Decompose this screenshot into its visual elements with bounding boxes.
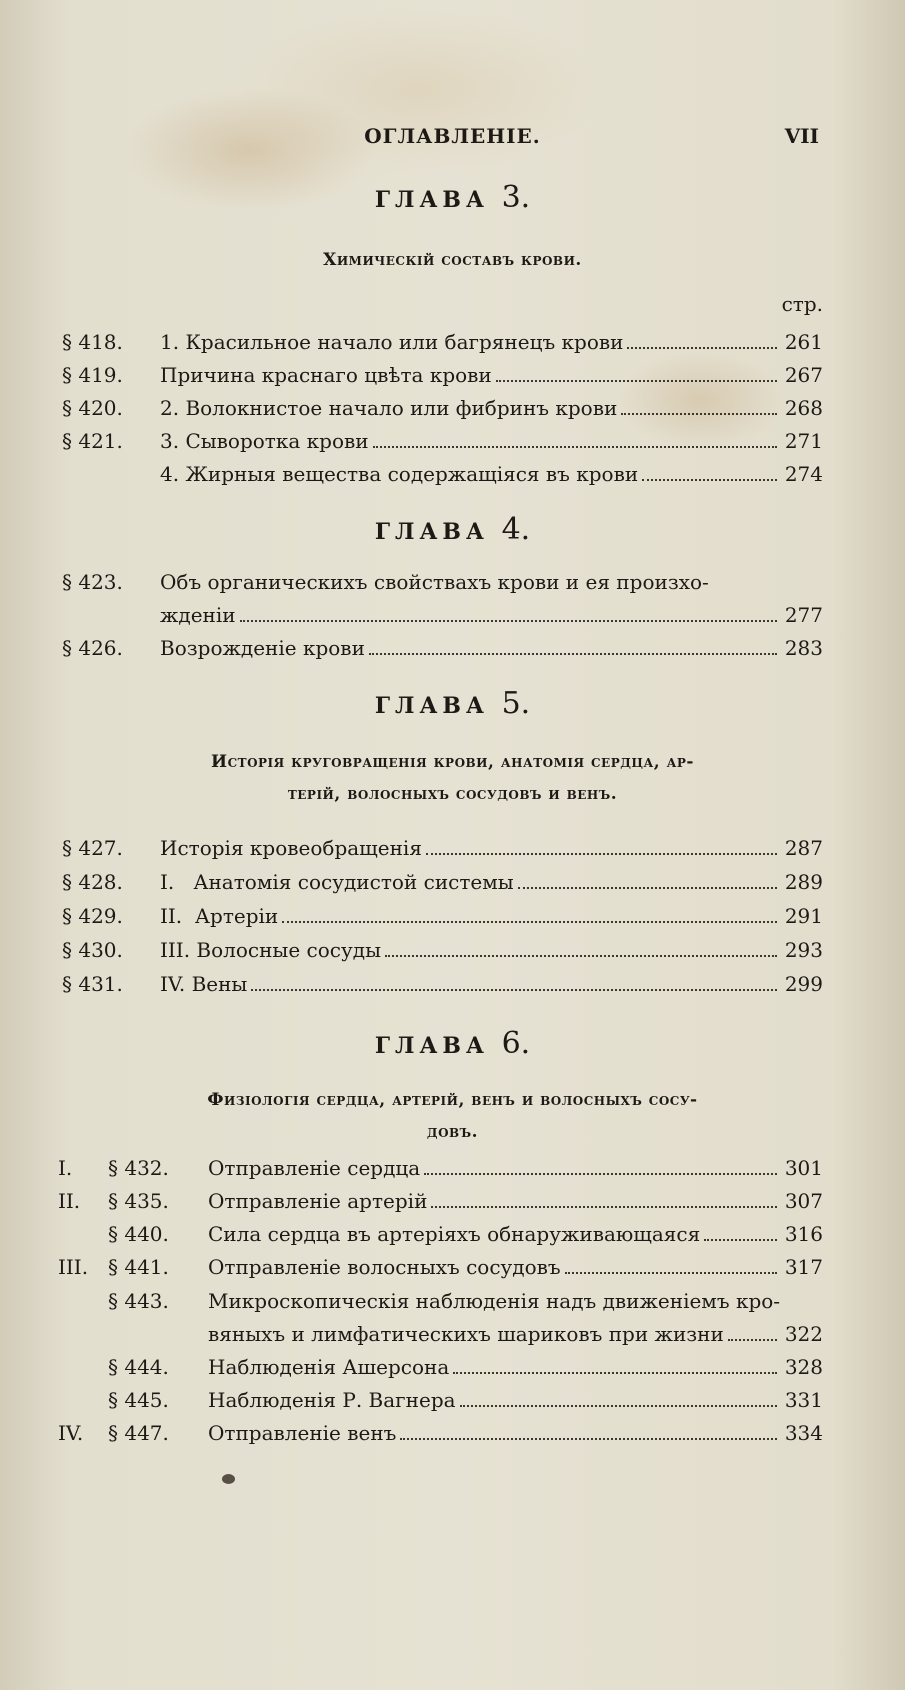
page-number: 301 xyxy=(784,1156,823,1180)
section-number: § 440. xyxy=(108,1222,169,1246)
page-number: 328 xyxy=(784,1355,823,1379)
entry-title: III. Волосные сосуды xyxy=(160,938,381,962)
page-number: 289 xyxy=(784,870,823,894)
chapter-3-subtitle: Химическій составъ крови. xyxy=(323,250,582,270)
page-number: 334 xyxy=(784,1421,823,1445)
toc-row xyxy=(58,1289,823,1313)
toc-row xyxy=(62,938,823,962)
page-number: 293 xyxy=(784,938,823,962)
entry-title: 1. Красильное начало или багрянецъ крови xyxy=(160,330,624,354)
part-roman: III. xyxy=(58,1255,89,1279)
toc-row xyxy=(62,330,823,354)
entry-title: Отправленіе артерій xyxy=(208,1189,428,1213)
entry-title: 2. Волокнистое начало или фибринъ крови xyxy=(160,396,618,420)
page-header-title: ОГЛАВЛЕНІЕ. xyxy=(364,124,541,148)
chapter-6-subtitle-line-1: Физіологія сердца, артерій, венъ и волосныхъ сосу- xyxy=(207,1090,698,1110)
page-number: 274 xyxy=(784,462,823,486)
section-number: § 431. xyxy=(62,972,123,996)
dot-leader xyxy=(728,1339,777,1341)
dot-leader xyxy=(565,1272,777,1274)
entry-title: 4. Жирныя вещества содержащіяся въ крови xyxy=(160,462,639,486)
section-number: § 443. xyxy=(108,1289,169,1313)
entry-title: Наблюденія Р. Вагнера xyxy=(208,1388,456,1412)
entry-title: Наблюденія Ашерсона xyxy=(208,1355,450,1379)
toc-row xyxy=(62,972,823,996)
page-number: 277 xyxy=(784,603,823,627)
section-number: § 435. xyxy=(108,1189,169,1213)
toc-row xyxy=(62,904,823,928)
part-roman: IV. xyxy=(58,1421,84,1445)
page-number: 331 xyxy=(784,1388,823,1412)
section-number: § 444. xyxy=(108,1355,169,1379)
chapter-6-heading-word: ГЛАВА xyxy=(374,1033,489,1059)
section-number: § 429. xyxy=(62,904,123,928)
section-number: § 432. xyxy=(108,1156,169,1180)
part-roman: II. xyxy=(58,1189,81,1213)
section-number: § 426. xyxy=(62,636,123,660)
page-number: 316 xyxy=(784,1222,823,1246)
chapter-3-heading xyxy=(0,180,905,215)
section-number: § 427. xyxy=(62,836,123,860)
entry-title: Отправленіе волосныхъ сосудовъ xyxy=(208,1255,561,1279)
toc-row xyxy=(62,462,823,486)
toc-row xyxy=(62,636,823,660)
dot-leader xyxy=(426,853,777,855)
chapter-4-heading xyxy=(0,512,905,547)
chapter-5-number: 5. xyxy=(501,686,531,721)
page-number: 322 xyxy=(784,1322,823,1346)
toc-row xyxy=(62,836,823,860)
chapter-6-heading xyxy=(0,1026,905,1061)
chapter-5-heading xyxy=(0,686,905,721)
chapter-6-number: 6. xyxy=(501,1026,531,1061)
toc-row xyxy=(58,1222,823,1246)
entry-title: IV. Вены xyxy=(160,972,248,996)
ink-blot xyxy=(222,1474,235,1484)
page-number: 317 xyxy=(784,1255,823,1279)
entry-title: II. Артеріи xyxy=(160,904,279,928)
entry-title: Отправленіе сердца xyxy=(208,1156,421,1180)
toc-row xyxy=(62,603,823,627)
dot-leader xyxy=(251,989,777,991)
chapter-3-number: 3. xyxy=(501,180,531,215)
dot-leader xyxy=(240,620,777,622)
dot-leader xyxy=(642,479,777,481)
chapter-5-subtitle-line-2: терій, волосныхъ сосудовъ и венъ. xyxy=(287,784,618,804)
section-number: § 441. xyxy=(108,1255,169,1279)
dot-leader xyxy=(621,413,777,415)
section-number: § 430. xyxy=(62,938,123,962)
entry-title: Отправленіе венъ xyxy=(208,1421,397,1445)
chapter-3-heading-word: ГЛАВА xyxy=(374,187,489,213)
section-number: § 445. xyxy=(108,1388,169,1412)
entry-title: Причина краснаго цвѣта крови xyxy=(160,363,492,387)
entry-title: I. Анатомія сосудистой системы xyxy=(160,870,514,894)
toc-row xyxy=(62,870,823,894)
entry-title: Микроскопическія наблюденія надъ движеніемъ кро- xyxy=(208,1289,781,1313)
entry-title: 3. Сыворотка крови xyxy=(160,429,369,453)
dot-leader xyxy=(385,955,777,957)
toc-row xyxy=(58,1156,823,1180)
chapter-6-subtitle-line-2: довъ. xyxy=(426,1122,479,1142)
toc-row xyxy=(62,429,823,453)
chapter-4-heading-word: ГЛАВА xyxy=(374,519,489,545)
page-number: 287 xyxy=(784,836,823,860)
section-number: § 447. xyxy=(108,1421,169,1445)
dot-leader xyxy=(518,887,777,889)
section-number: § 421. xyxy=(62,429,123,453)
dot-leader xyxy=(496,380,777,382)
chapter-5-subtitle-line-1: Исторія круговращенія крови, анатомія сердца, ар- xyxy=(211,752,694,772)
dot-leader xyxy=(373,446,777,448)
page-column-label: стр. xyxy=(781,292,823,316)
section-number: § 428. xyxy=(62,870,123,894)
toc-row xyxy=(58,1421,823,1445)
entry-title: Возрожденіе крови xyxy=(160,636,365,660)
toc-row xyxy=(58,1355,823,1379)
dot-leader xyxy=(369,653,777,655)
toc-row xyxy=(62,363,823,387)
section-number: § 420. xyxy=(62,396,123,420)
page-number: 283 xyxy=(784,636,823,660)
toc-row xyxy=(58,1189,823,1213)
chapter-5-heading-word: ГЛАВА xyxy=(374,693,489,719)
toc-row xyxy=(58,1255,823,1279)
page-number: 291 xyxy=(784,904,823,928)
section-number: § 418. xyxy=(62,330,123,354)
page-folio: VII xyxy=(784,124,819,148)
page-number: 261 xyxy=(784,330,823,354)
part-roman: I. xyxy=(58,1156,73,1180)
page-number: 299 xyxy=(784,972,823,996)
dot-leader xyxy=(453,1372,777,1374)
dot-leader xyxy=(627,347,777,349)
entry-title: Исторія кровеобращенія xyxy=(160,836,422,860)
dot-leader xyxy=(400,1438,777,1440)
entry-title: Объ органическихъ свойствахъ крови и ея произхо- xyxy=(160,570,709,594)
page-number: 268 xyxy=(784,396,823,420)
dot-leader xyxy=(704,1239,777,1241)
toc-row xyxy=(58,1322,823,1346)
dot-leader xyxy=(424,1173,777,1175)
section-number: § 419. xyxy=(62,363,123,387)
toc-row xyxy=(62,570,823,594)
chapter-4-number: 4. xyxy=(501,512,531,547)
dot-leader xyxy=(431,1206,777,1208)
page-number: 267 xyxy=(784,363,823,387)
entry-title: жденіи xyxy=(160,603,236,627)
entry-title: Сила сердца въ артеріяхъ обнаруживающаяся xyxy=(208,1222,701,1246)
toc-row xyxy=(62,396,823,420)
page-number: 271 xyxy=(784,429,823,453)
dot-leader xyxy=(460,1405,777,1407)
page-number: 307 xyxy=(784,1189,823,1213)
section-number: § 423. xyxy=(62,570,123,594)
toc-row xyxy=(58,1388,823,1412)
entry-title: вяныхъ и лимфатическихъ шариковъ при жизни xyxy=(208,1322,724,1346)
dot-leader xyxy=(282,921,777,923)
